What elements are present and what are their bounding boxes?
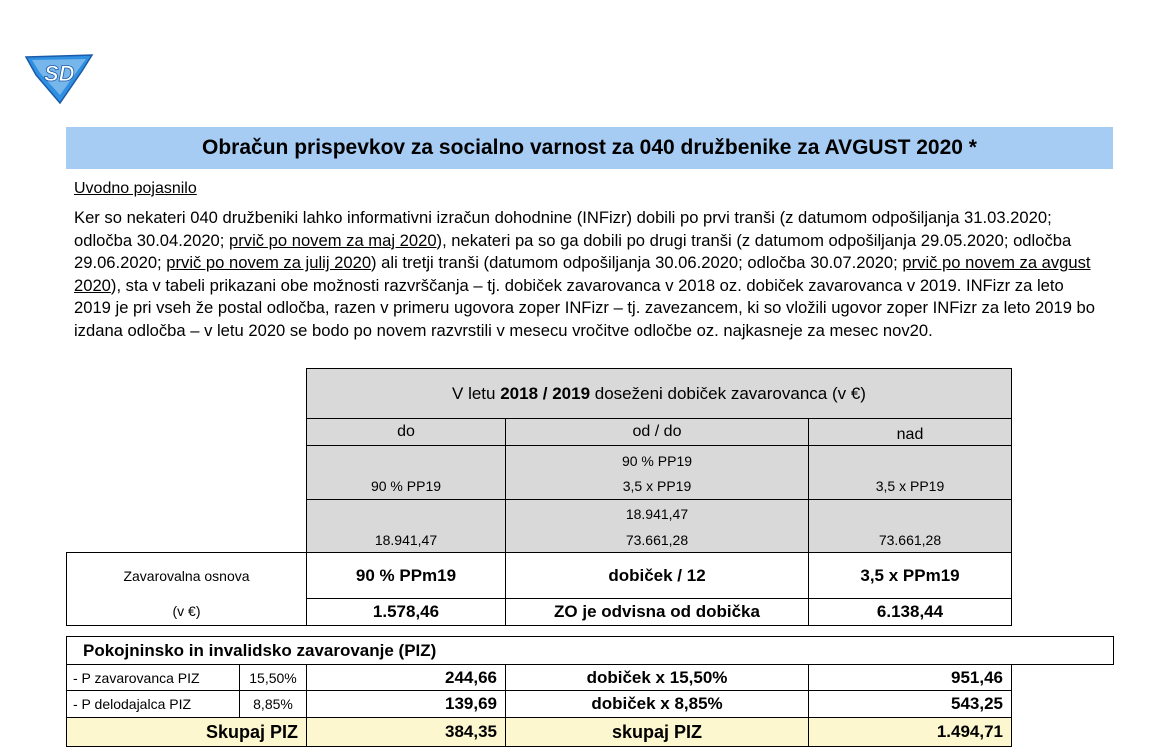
intro-link-maj[interactable]: prvič po novem za maj 2020 <box>229 230 437 250</box>
intro-paragraph <box>74 207 1104 343</box>
piz-total-nad: 1.494,71 <box>808 717 1012 747</box>
intro-text-2: ), nekateri pa so ga dobili po drugi tranši (z datumom odpošiljanja 29.05.2020; odločba 29.06.2020; <box>74 230 1072 273</box>
zo-label: Zavarovalna osnova <box>123 568 250 584</box>
cell-r2-oddo <box>505 499 809 553</box>
header-pre: V letu <box>452 383 501 403</box>
r2-oddo-bot: 73.661,28 <box>625 532 689 548</box>
col-header-do: do <box>306 418 506 446</box>
piz-row-nad: 951,46 <box>808 664 1012 691</box>
zo-val-oddo: ZO je odvisna od dobička <box>505 598 809 626</box>
piz-row-rate: 8,85% <box>239 690 307 718</box>
piz-row-do: 139,69 <box>306 690 506 718</box>
cell-r2-nad <box>808 499 1012 553</box>
table-header <box>306 368 1012 419</box>
page-title: Obračun prispevkov za socialno varnost za 040 družbenike za AVGUST 2020 * <box>66 127 1113 169</box>
intro-text-3: ) ali tretji tranši (datumom odpošiljanja 30.06.2020; odločba 30.07.2020; <box>371 253 903 273</box>
piz-row-do: 244,66 <box>306 664 506 691</box>
piz-row-label: - P zavarovanca PIZ <box>66 664 240 691</box>
cell-r1-oddo <box>505 445 809 500</box>
piz-row-label: - P delodajalca PIZ <box>66 690 240 718</box>
zo-oddo: dobiček / 12 <box>505 552 809 599</box>
intro-link-avgust[interactable]: prvič po novem za avgust 2020 <box>74 253 1091 295</box>
r2-oddo-top: 18.941,47 <box>625 506 689 522</box>
r1-oddo-bot: 3,5 x PP19 <box>622 478 692 494</box>
r1-oddo-top: 90 % PP19 <box>621 453 693 469</box>
r1-nad-text: 3,5 x PP19 <box>875 478 945 494</box>
piz-total-oddo: skupaj PIZ <box>505 717 809 747</box>
piz-heading: Pokojninsko in invalidsko zavarovanje (PIZ) <box>66 636 1114 665</box>
sd-shield-logo-icon <box>22 49 96 105</box>
r2-do-text: 18.941,47 <box>374 532 438 548</box>
intro-text-4: ), sta v tabeli prikazani obe možnosti razvrščanja – tj. dobiček zavarovanca v 2018 oz. dobiček zavarovanca v 2019. INFizr za leto 2019 je pri vseh že postal odločba, razen v primeru ugovora zoper INFizr – tj. zavezancem, ki so vložili ugovor zoper INFizr za leto 2019 bo izdana odločba – v letu 2020 se bodo po novem razvrstili v mesecu vročitve odločbe oz. najkasneje za mesec nov20. <box>74 275 1096 340</box>
zo-nad: 3,5 x PPm19 <box>808 552 1012 599</box>
r1-do-text: 90 % PP19 <box>370 478 442 494</box>
cell-r1-do <box>306 445 506 500</box>
piz-row-nad: 543,25 <box>808 690 1012 718</box>
zo-label-cell <box>66 552 307 626</box>
r2-nad-text: 73.661,28 <box>878 532 942 548</box>
zo-val-nad: 6.138,44 <box>808 598 1012 626</box>
zo-val-do: 1.578,46 <box>306 598 506 626</box>
piz-row-rate: 15,50% <box>239 664 307 691</box>
piz-total-do: 384,35 <box>306 717 506 747</box>
header-year: 2018 / 2019 <box>500 383 591 403</box>
col-header-nad: nad <box>808 418 1012 446</box>
zo-unit: (v €) <box>172 603 201 619</box>
svg-text:SD: SD <box>44 61 75 86</box>
piz-row-oddo: dobiček x 8,85% <box>505 690 809 718</box>
piz-row-oddo: dobiček x 15,50% <box>505 664 809 691</box>
col-header-oddo: od / do <box>505 418 809 446</box>
piz-total-label: Skupaj PIZ <box>66 717 307 747</box>
header-post: doseženi dobiček zavarovanca (v €) <box>590 383 866 403</box>
intro-heading: Uvodno pojasnilo <box>74 180 197 197</box>
intro-text-1: Ker so nekateri 040 družbeniki lahko informativni izračun dohodnine (INFizr) dobili po prvi tranši (z datumom odpošiljanja 31.03.2020; odločba 30.04.2020; <box>74 208 1052 250</box>
zo-do: 90 % PPm19 <box>306 552 506 599</box>
cell-r1-nad <box>808 445 1012 500</box>
cell-r2-do <box>306 499 506 553</box>
intro-link-julij[interactable]: prvič po novem za julij 2020 <box>166 253 372 273</box>
